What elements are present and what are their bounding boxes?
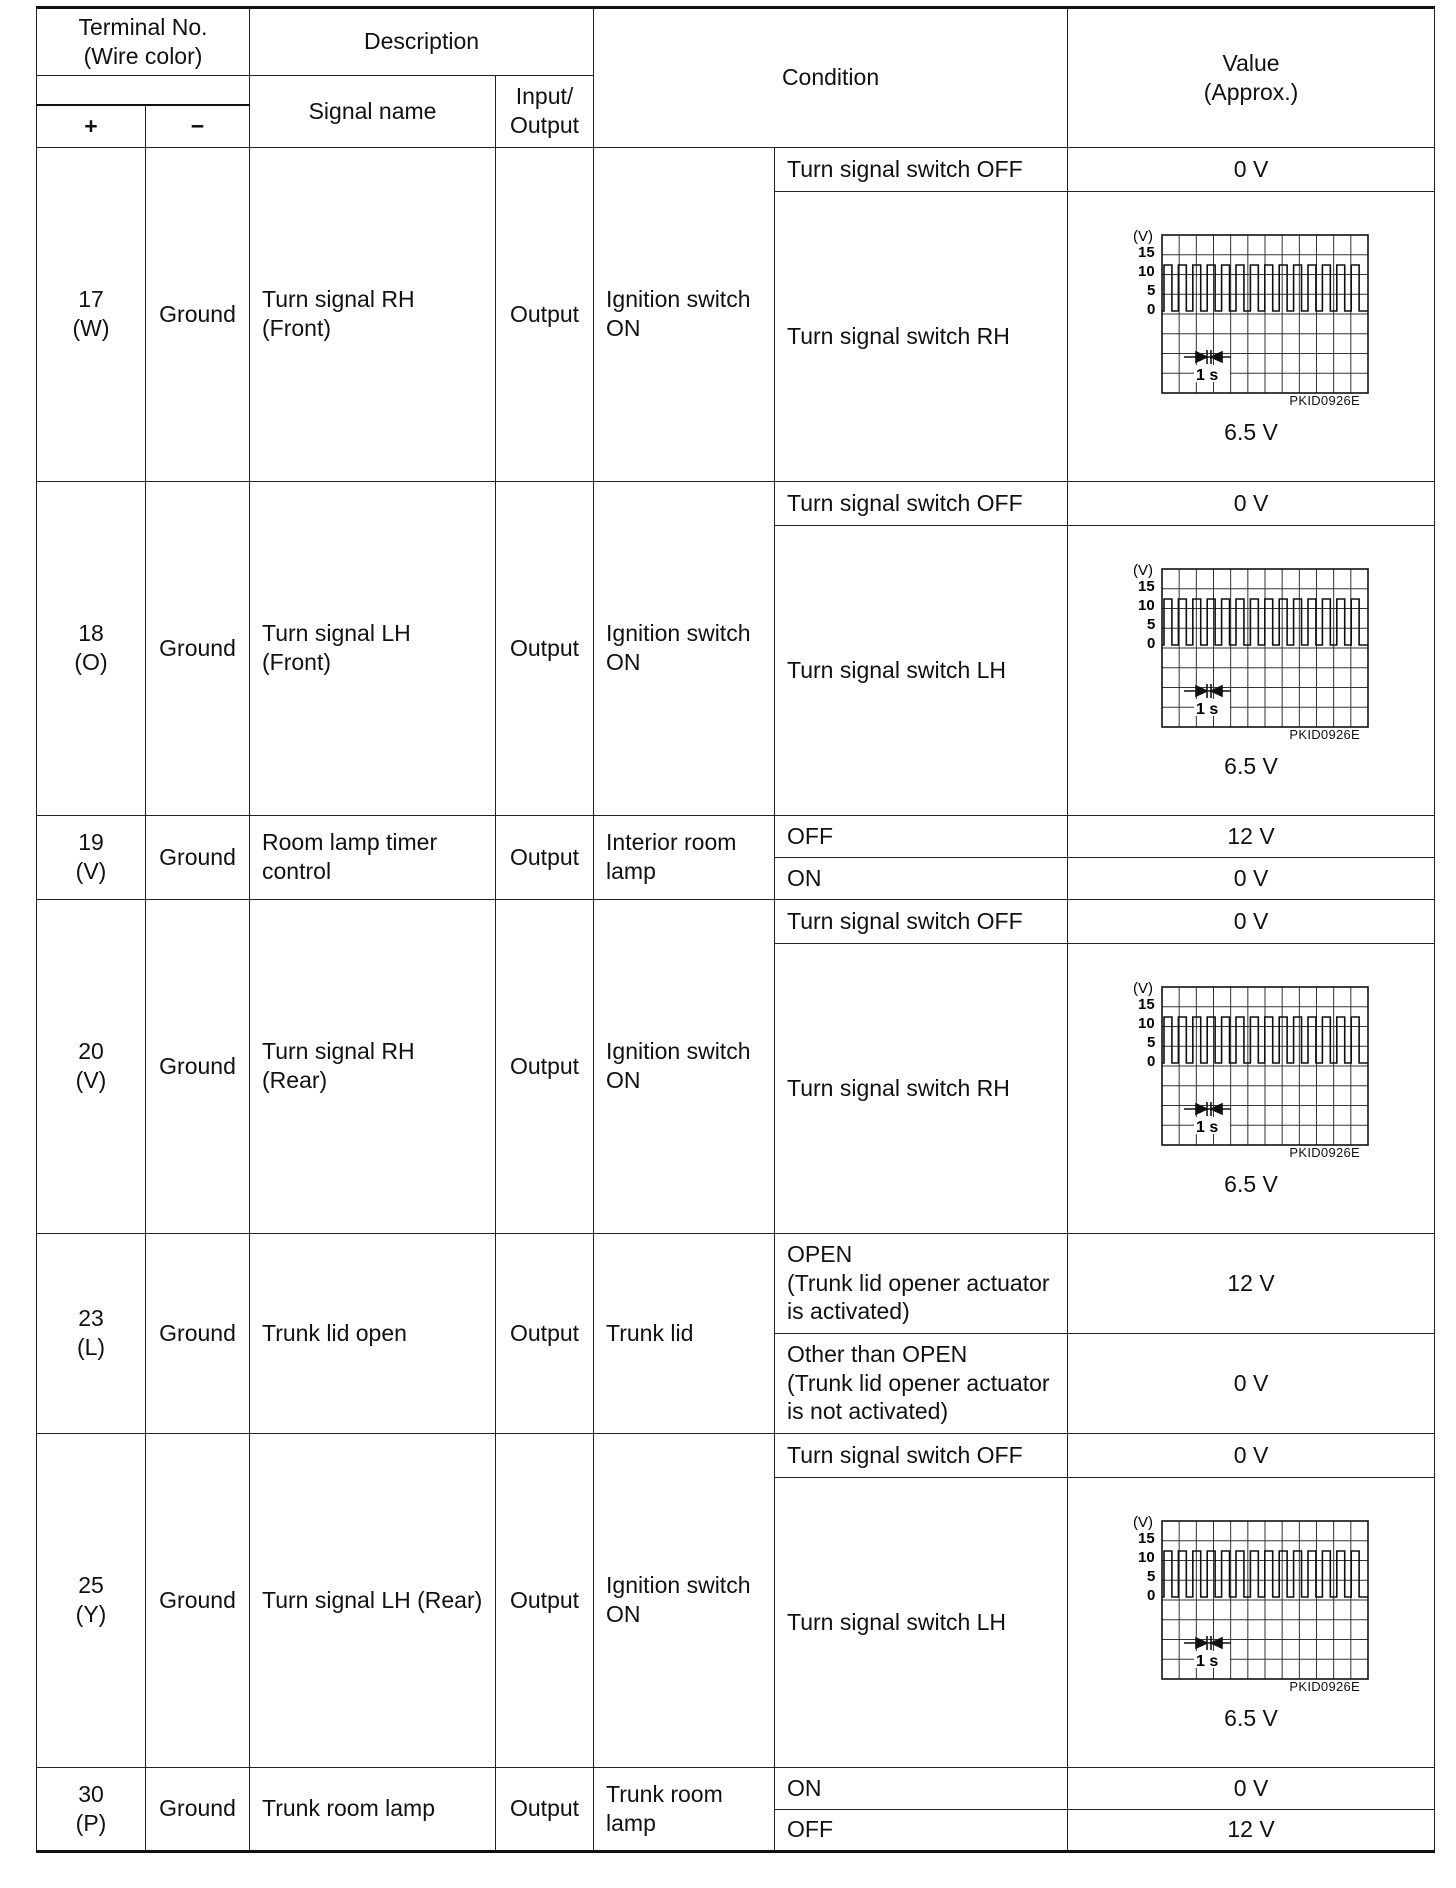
waveform-time-label: 1 s	[1196, 701, 1219, 719]
terminal-header-spacer	[37, 75, 250, 105]
waveform-value: 6.5 V	[1224, 753, 1278, 779]
terminal-cell	[37, 1433, 146, 1767]
condition-header: Condition	[594, 8, 1068, 148]
condition-sub-cell: Turn signal switch OFF	[775, 1433, 1068, 1477]
waveform-trace	[1162, 599, 1368, 645]
io-cell: Output	[496, 481, 594, 815]
figure-code: PKID0926E	[1289, 393, 1361, 409]
table-row	[37, 899, 1435, 943]
plus-header: +	[37, 105, 146, 147]
waveform-y-unit: (V)	[1133, 228, 1154, 246]
io-cell: Output	[496, 1767, 594, 1851]
waveform-trace	[1162, 265, 1368, 311]
waveform-time-label: 1 s	[1196, 1653, 1219, 1671]
wire-color: (Y)	[75, 1601, 107, 1627]
waveform-grid	[1162, 1521, 1368, 1679]
waveform-y-tick-5: 5	[1147, 1034, 1156, 1052]
terminal-cell	[37, 899, 146, 1233]
waveform-figure	[1128, 1511, 1374, 1695]
condition-sub-cell: Turn signal switch LH	[775, 525, 1068, 815]
wire-color: (L)	[76, 1334, 106, 1360]
table-row	[37, 481, 1435, 525]
io-cell: Output	[496, 1233, 594, 1433]
ground-cell: Ground	[146, 815, 250, 899]
waveform-value: 6.5 V	[1224, 419, 1278, 445]
waveform-time-label: 1 s	[1196, 367, 1219, 385]
ground-cell: Ground	[146, 481, 250, 815]
value-cell: 0 V	[1068, 481, 1435, 525]
waveform-time-marker	[1184, 350, 1231, 364]
waveform-figure	[1128, 977, 1374, 1161]
value-waveform-cell	[1068, 1477, 1435, 1767]
waveform-y-unit: (V)	[1133, 562, 1154, 580]
terminal-cell	[37, 815, 146, 899]
condition-main-cell: Interior room lamp	[594, 815, 775, 899]
value-waveform-cell	[1068, 943, 1435, 1233]
condition-sub-cell	[775, 1233, 1068, 1333]
figure-code: PKID0926E	[1289, 727, 1361, 743]
terminal-number: 20	[78, 1038, 104, 1065]
waveform-slot	[1074, 977, 1428, 1164]
condition-main-cell: Trunk room lamp	[594, 1767, 775, 1851]
terminal-cell	[37, 1233, 146, 1433]
value-waveform-cell	[1068, 191, 1435, 481]
condition-main-cell: Ignition switch ON	[594, 481, 775, 815]
condition-state: Other than OPEN	[787, 1340, 968, 1367]
waveform-grid	[1162, 569, 1368, 727]
condition-note: (Trunk lid opener actuator is not activated)	[787, 1369, 1050, 1425]
condition-sub-cell: Turn signal switch OFF	[775, 481, 1068, 525]
waveform-y-tick-0: 0	[1147, 1053, 1156, 1071]
waveform-graph	[1128, 225, 1374, 397]
value-header	[1068, 8, 1435, 148]
io-cell: Output	[496, 815, 594, 899]
waveform-time-marker	[1184, 1102, 1231, 1116]
io-label-line2: Output	[510, 112, 580, 138]
signal-name-cell: Turn signal LH (Rear)	[250, 1433, 496, 1767]
terminal-number: 23	[78, 1305, 104, 1332]
io-label-line1: Input/	[515, 83, 574, 110]
value-label: Value	[1222, 50, 1280, 76]
waveform-y-tick-15: 15	[1138, 244, 1155, 262]
io-cell: Output	[496, 147, 594, 481]
signal-name-cell: Turn signal RH (Front)	[250, 147, 496, 481]
waveform-slot	[1074, 225, 1428, 412]
waveform-time-marker	[1184, 684, 1231, 698]
waveform-y-tick-10: 10	[1138, 597, 1155, 615]
waveform-y-tick-0: 0	[1147, 1587, 1156, 1605]
terminal-cell	[37, 481, 146, 815]
waveform-time-label: 1 s	[1196, 1119, 1219, 1137]
condition-sub-cell: Turn signal switch OFF	[775, 899, 1068, 943]
waveform-y-tick-0: 0	[1147, 635, 1156, 653]
terminal-cell	[37, 147, 146, 481]
table-row	[37, 1233, 1435, 1333]
waveform-y-unit: (V)	[1133, 980, 1154, 998]
waveform-value: 6.5 V	[1224, 1171, 1278, 1197]
value-cell: 12 V	[1068, 1233, 1435, 1333]
waveform-y-tick-0: 0	[1147, 301, 1156, 319]
condition-main-cell: Ignition switch ON	[594, 1433, 775, 1767]
condition-sub-cell: OFF	[775, 815, 1068, 857]
condition-sub-cell: ON	[775, 1767, 1068, 1809]
condition-sub-cell: Turn signal switch RH	[775, 943, 1068, 1233]
approx-label: (Approx.)	[1203, 78, 1299, 105]
table-row	[37, 147, 1435, 191]
wire-color: (V)	[75, 1067, 107, 1093]
signal-name-cell: Trunk room lamp	[250, 1767, 496, 1851]
ground-cell: Ground	[146, 1233, 250, 1433]
condition-sub-cell: Turn signal switch LH	[775, 1477, 1068, 1767]
waveform-grid	[1162, 235, 1368, 393]
condition-state: OPEN	[787, 1240, 853, 1267]
condition-main-cell: Ignition switch ON	[594, 899, 775, 1233]
terminal-header	[37, 8, 250, 76]
waveform-y-tick-15: 15	[1138, 1530, 1155, 1548]
condition-note: (Trunk lid opener actuator is activated)	[787, 1269, 1050, 1325]
terminal-number: 17	[78, 286, 104, 313]
wire-color-label: (Wire color)	[83, 42, 203, 69]
terminal-spec-table	[36, 6, 1435, 1853]
minus-header: −	[146, 105, 250, 147]
waveform-y-unit: (V)	[1133, 1514, 1154, 1532]
wire-color: (W)	[72, 315, 110, 341]
waveform-slot	[1074, 559, 1428, 746]
condition-sub-cell	[775, 1333, 1068, 1433]
condition-main-cell: Trunk lid	[594, 1233, 775, 1433]
io-cell: Output	[496, 899, 594, 1233]
table-row	[37, 815, 1435, 857]
waveform-trace	[1162, 1017, 1368, 1063]
waveform-figure	[1128, 559, 1374, 743]
condition-sub-cell: Turn signal switch RH	[775, 191, 1068, 481]
table-row	[37, 1433, 1435, 1477]
ground-cell: Ground	[146, 899, 250, 1233]
value-cell: 12 V	[1068, 1809, 1435, 1851]
waveform-y-tick-5: 5	[1147, 1568, 1156, 1586]
waveform-y-tick-15: 15	[1138, 578, 1155, 596]
terminal-no-label: Terminal No.	[78, 14, 208, 40]
waveform-y-tick-10: 10	[1138, 263, 1155, 281]
wire-color: (O)	[74, 649, 108, 675]
ground-cell: Ground	[146, 1767, 250, 1851]
waveform-grid	[1162, 987, 1368, 1145]
figure-code: PKID0926E	[1289, 1145, 1361, 1161]
value-cell: 0 V	[1068, 1767, 1435, 1809]
waveform-graph	[1128, 559, 1374, 731]
description-header: Description	[250, 8, 594, 76]
condition-sub-cell: OFF	[775, 1809, 1068, 1851]
value-cell: 12 V	[1068, 815, 1435, 857]
ground-cell: Ground	[146, 147, 250, 481]
terminal-number: 19	[78, 829, 104, 856]
waveform-value: 6.5 V	[1224, 1705, 1278, 1731]
ground-cell: Ground	[146, 1433, 250, 1767]
value-cell: 0 V	[1068, 147, 1435, 191]
signal-name-cell: Room lamp timer control	[250, 815, 496, 899]
waveform-y-tick-15: 15	[1138, 996, 1155, 1014]
value-cell: 0 V	[1068, 1433, 1435, 1477]
waveform-graph	[1128, 1511, 1374, 1683]
value-cell: 0 V	[1068, 1333, 1435, 1433]
value-cell: 0 V	[1068, 857, 1435, 899]
waveform-figure	[1128, 225, 1374, 409]
waveform-y-tick-5: 5	[1147, 616, 1156, 634]
waveform-y-tick-10: 10	[1138, 1549, 1155, 1567]
value-waveform-cell	[1068, 525, 1435, 815]
terminal-cell	[37, 1767, 146, 1851]
signal-name-cell: Trunk lid open	[250, 1233, 496, 1433]
io-header	[496, 75, 594, 147]
signal-name-cell: Turn signal LH (Front)	[250, 481, 496, 815]
waveform-time-marker	[1184, 1636, 1231, 1650]
io-cell: Output	[496, 1433, 594, 1767]
terminal-number: 30	[78, 1780, 104, 1807]
condition-sub-cell: ON	[775, 857, 1068, 899]
waveform-graph	[1128, 977, 1374, 1149]
condition-sub-cell: Turn signal switch OFF	[775, 147, 1068, 191]
wire-color: (V)	[75, 858, 107, 884]
signal-name-cell: Turn signal RH (Rear)	[250, 899, 496, 1233]
condition-main-cell: Ignition switch ON	[594, 147, 775, 481]
table-row	[37, 1767, 1435, 1809]
waveform-trace	[1162, 1551, 1368, 1597]
waveform-y-tick-10: 10	[1138, 1015, 1155, 1033]
waveform-slot	[1074, 1511, 1428, 1698]
terminal-number: 25	[78, 1572, 104, 1599]
figure-code: PKID0926E	[1289, 1679, 1361, 1695]
terminal-number: 18	[78, 620, 104, 647]
waveform-y-tick-5: 5	[1147, 282, 1156, 300]
signal-name-header: Signal name	[250, 75, 496, 147]
wire-color: (P)	[75, 1809, 107, 1836]
value-cell: 0 V	[1068, 899, 1435, 943]
